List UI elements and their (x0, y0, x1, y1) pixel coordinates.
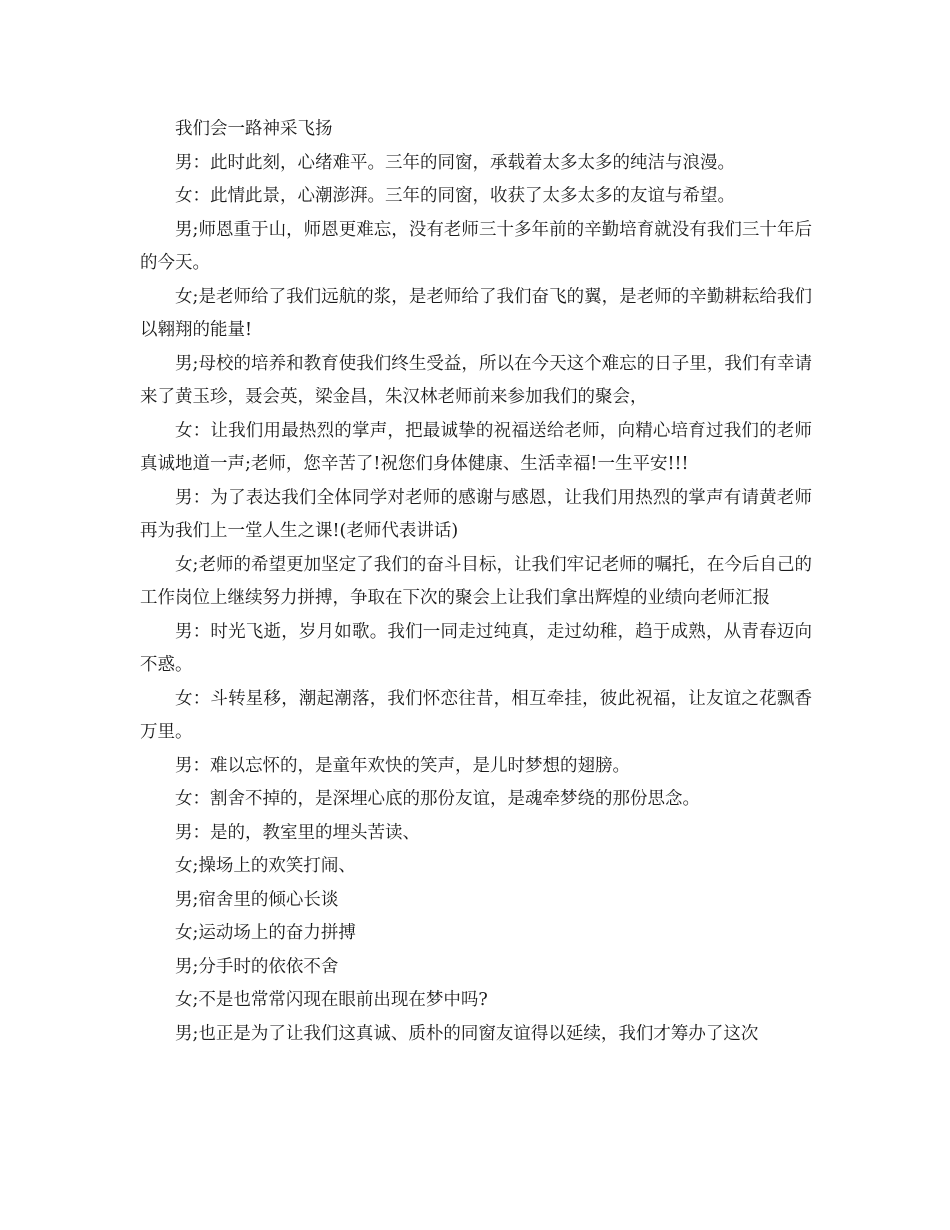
paragraph: 男;分手时的依依不舍 (175, 956, 339, 977)
paragraph: 女：此情此景，心潮澎湃。三年的同窗，收获了太多太多的友谊与希望。 (175, 186, 735, 206)
paragraph: 男：此时此刻，心绪难平。三年的同窗，承载着太多太多的纯洁与浪漫。 (175, 152, 735, 173)
paragraph: 男：是的，教室里的埋头苦读、 (175, 822, 420, 843)
paragraph: 女：斗转星移，潮起潮落，我们怀恋往昔，相互牵挂，彼此祝福，让友谊之花飘香万里。 (140, 688, 812, 742)
paragraph: 女：割舍不掉的，是深埋心底的那份友谊，是魂牵梦绕的那份思念。 (175, 789, 700, 809)
paragraph: 女;操场上的欢笑打闹、 (175, 856, 356, 876)
paragraph: 女;老师的希望更加坚定了我们的奋斗目标，让我们牢记老师的嘱托，在今后自己的工作岗位上继续努力拼搏，争取在下次的聚会上让我们拿出辉煌的业绩向老师汇报 (140, 554, 812, 608)
paragraph: 女：让我们用最热烈的掌声，把最诚挚的祝福送给老师，向精心培育过我们的老师真诚地道一声;老师，您辛苦了!祝您们身体健康、生活幸福!一生平安!!! (140, 420, 812, 474)
paragraph: 女;不是也常常闪现在眼前出现在梦中吗? (175, 990, 488, 1010)
paragraph: 男;母校的培养和教育使我们终生受益，所以在今天这个难忘的日子里，我们有幸请来了黄玉珍，聂会英，梁金昌，朱汉林老师前来参加我们的聚会， (140, 353, 812, 407)
paragraph: 男;师恩重于山，师恩更难忘，没有老师三十多年前的辛勤培育就没有我们三十年后的今天。 (140, 219, 812, 273)
paragraph: 女;运动场上的奋力拼搏 (175, 923, 356, 943)
paragraph: 男：为了表达我们全体同学对老师的感谢与感恩，让我们用热烈的掌声有请黄老师再为我们上一堂人生之课!(老师代表讲话) (140, 487, 812, 541)
paragraph: 女;是老师给了我们远航的浆，是老师给了我们奋飞的翼，是老师的辛勤耕耘给我们以翱翔的能量! (140, 286, 812, 340)
paragraph: 我们会一路神采飞扬 (175, 119, 333, 139)
paragraph: 男：时光飞逝，岁月如歌。我们一同走过纯真，走过幼稚，趋于成熟，从青春迈向不惑。 (140, 621, 812, 675)
document-body (140, 113, 812, 1051)
paragraph: 男;也正是为了让我们这真诚、质朴的同窗友谊得以延续，我们才筹办了这次 (175, 1023, 759, 1044)
paragraph: 男：难以忘怀的，是童年欢快的笑声，是儿时梦想的翅膀。 (175, 755, 630, 776)
paragraph: 男;宿舍里的倾心长谈 (175, 889, 339, 910)
